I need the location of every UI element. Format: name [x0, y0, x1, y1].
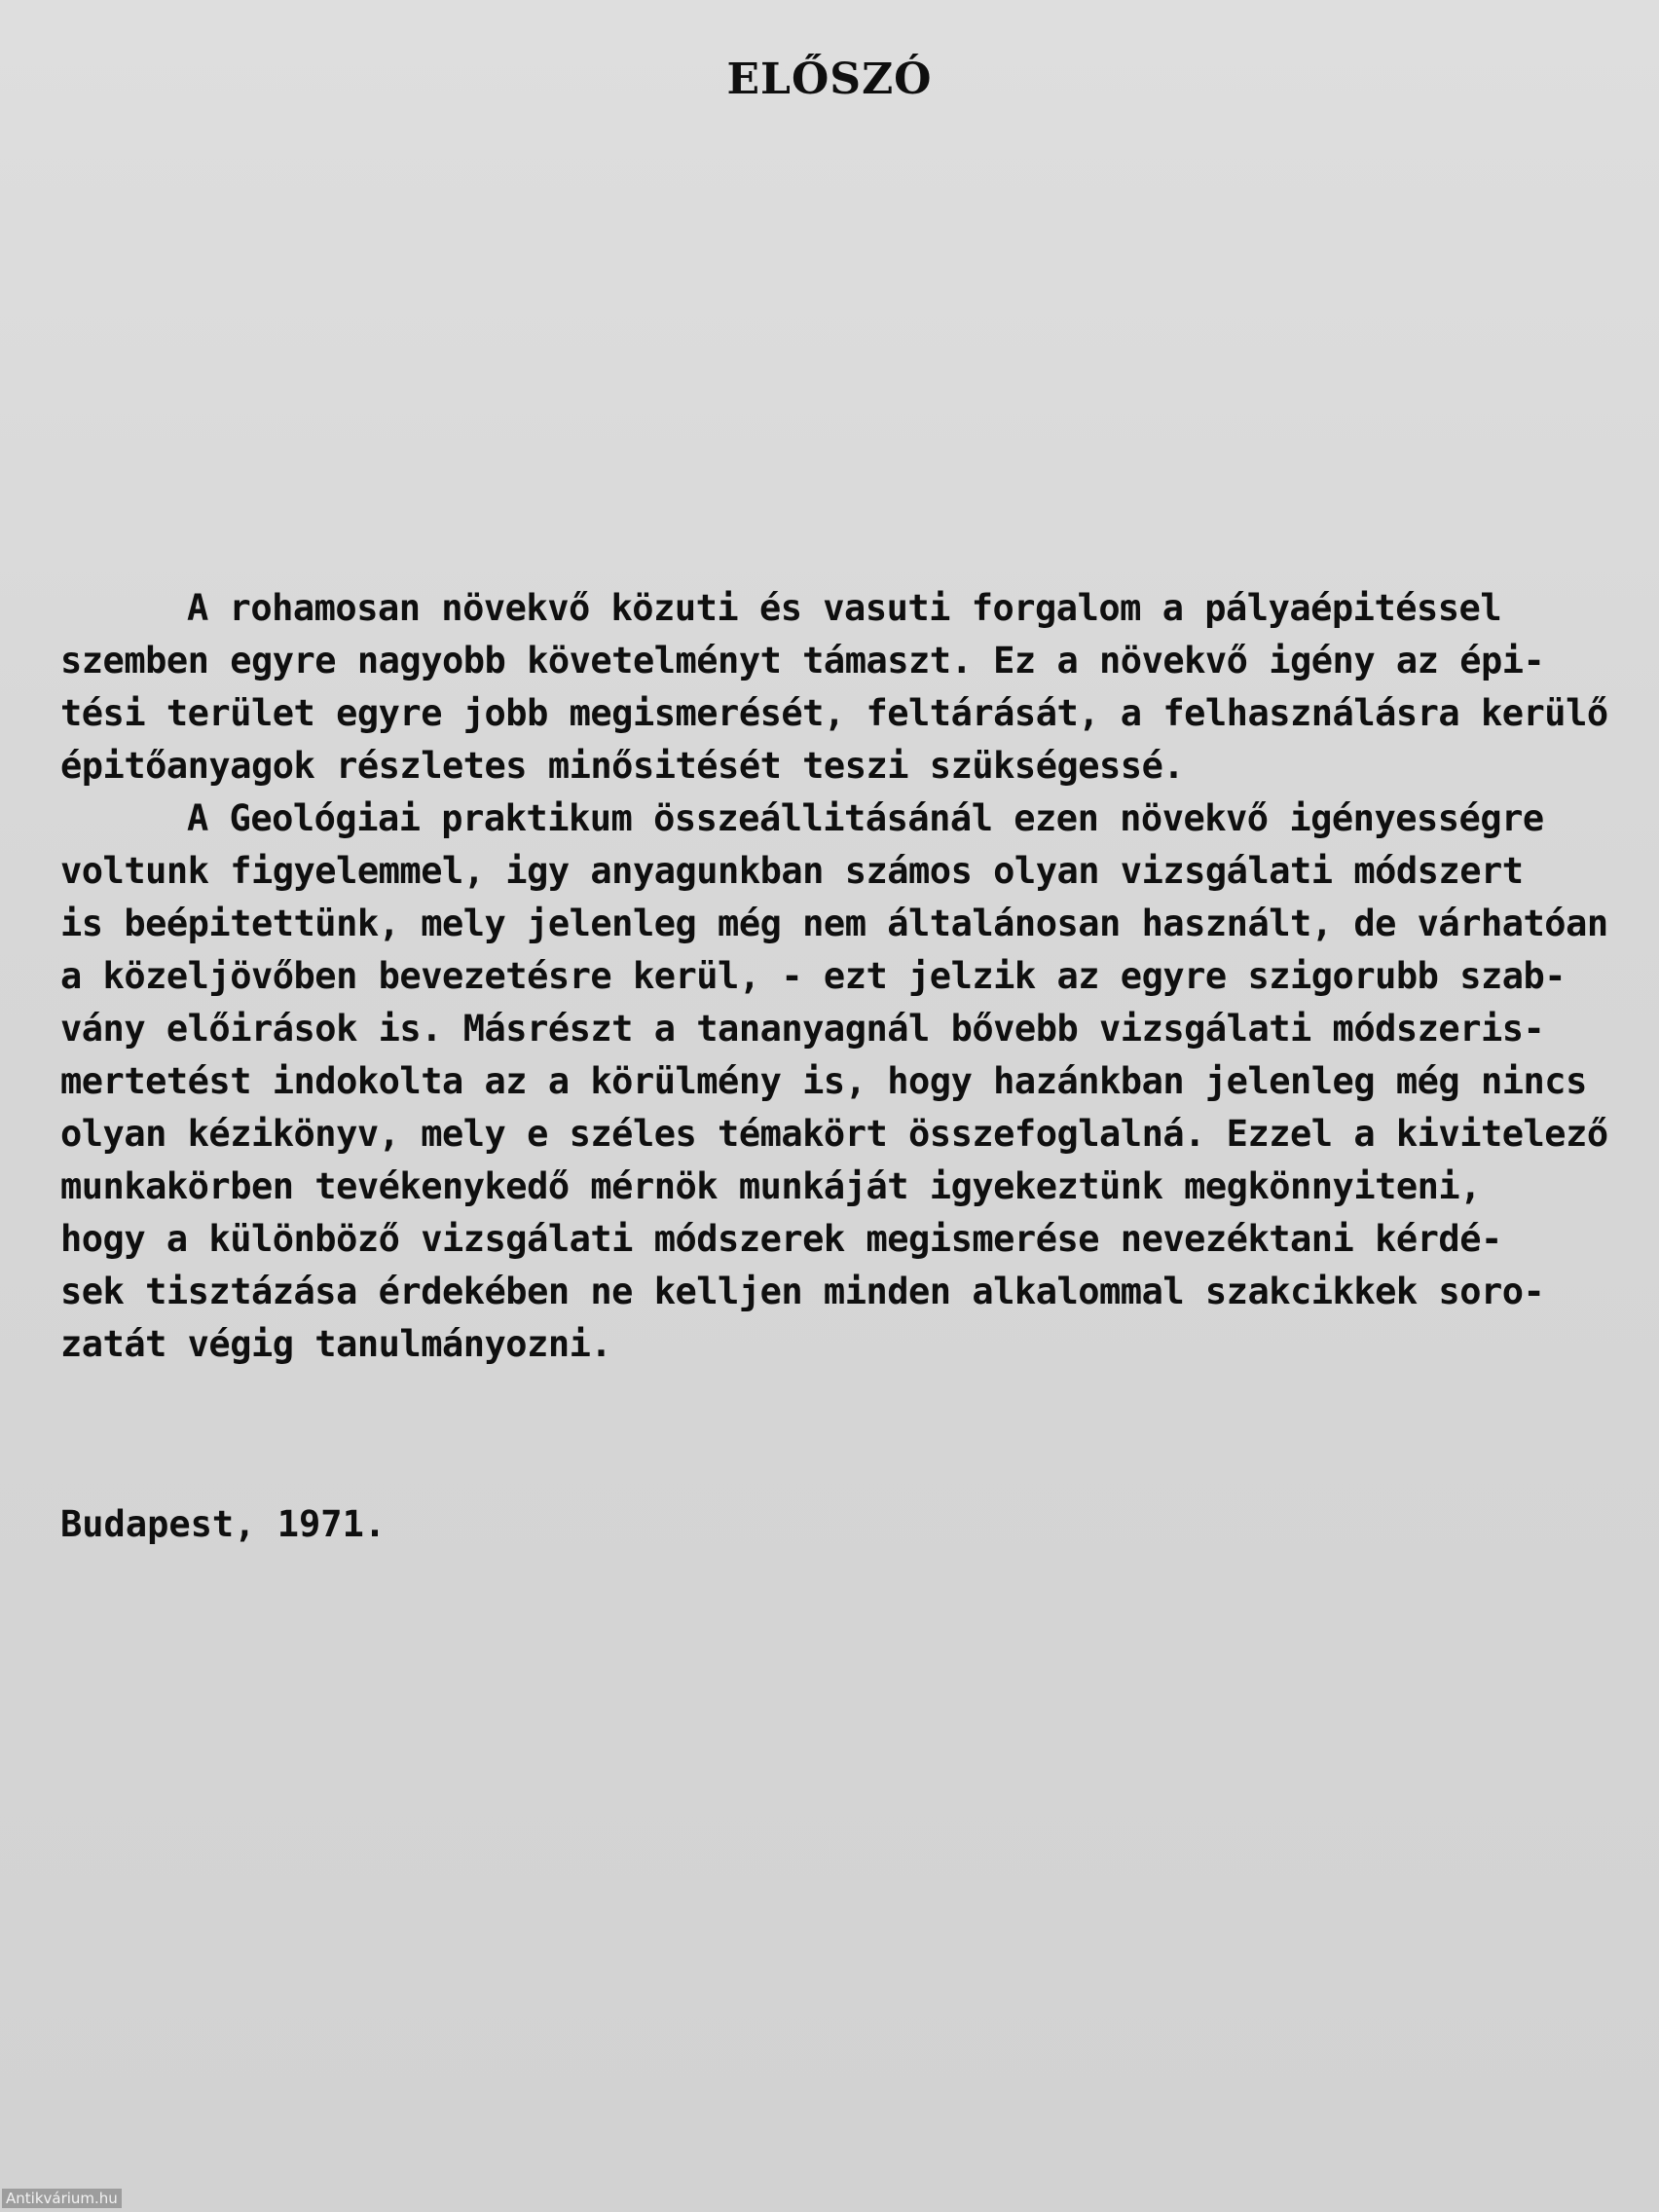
text-line: zatát végig tanulmányozni. [60, 1323, 612, 1365]
text-line: is beépitettünk, mely jelenleg még nem általánosan használt, de várhatóan [60, 903, 1608, 944]
text-line: sek tisztázása érdekében ne kelljen minden alkalommal szakcikkek soro- [60, 1271, 1545, 1312]
text-line: munkakörben tevékenykedő mérnök munkáját igyekeztünk megkönnyiteni, [60, 1165, 1481, 1207]
text-line: épitőanyagok részletes minősitését teszi szükségessé. [60, 745, 1185, 787]
text-line: olyan kézikönyv, mely e széles témakört összefoglalná. Ezzel a kivitelező [60, 1113, 1608, 1155]
text-line: mertetést indokolta az a körülmény is, hogy hazánkban jelenleg még nincs [60, 1060, 1587, 1102]
text-line: A Geológiai praktikum összeállitásánál ezen növekvő igényességre [187, 797, 1544, 839]
place-date: Budapest, 1971. [60, 1503, 387, 1545]
watermark: Antikvárium.hu [2, 2189, 122, 2208]
text-line: tési terület egyre jobb megismerését, feltárását, a felhasználásra kerülő [60, 692, 1608, 734]
text-line: voltunk figyelemmel, igy anyagunkban számos olyan vizsgálati módszert [60, 850, 1524, 892]
preface-text [60, 582, 1642, 1371]
page-title: ELŐSZÓ [726, 55, 933, 104]
text-line: A rohamosan növekvő közuti és vasuti forgalom a pályaépitéssel [187, 587, 1502, 629]
text-line: szemben egyre nagyobb követelményt támaszt. Ez a növekvő igény az épi- [60, 640, 1545, 682]
text-line: hogy a különböző vizsgálati módszerek megismerése nevezéktani kérdé- [60, 1218, 1502, 1260]
text-line: vány előirások is. Másrészt a tananyagnál bővebb vizsgálati módszeris- [60, 1008, 1545, 1050]
text-line: a közeljövőben bevezetésre kerül, - ezt jelzik az egyre szigorubb szab- [60, 955, 1567, 997]
